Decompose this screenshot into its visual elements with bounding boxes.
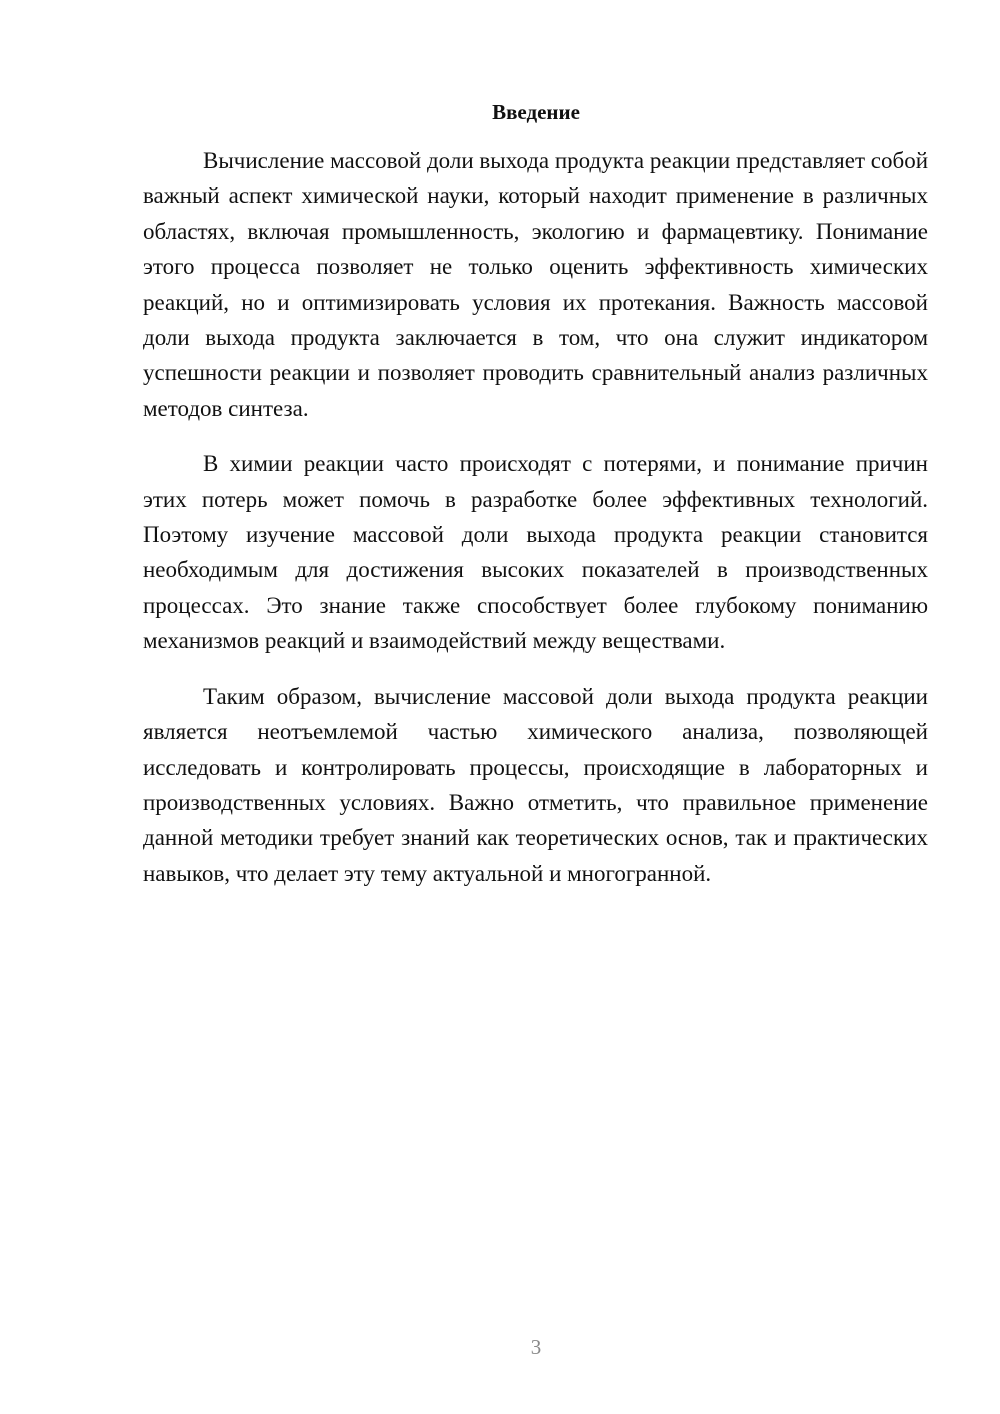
paragraph-1: Вычисление массовой доли выхода продукта реакции представляет собой важный аспект химической науки, который находит применение в различных областях, включая промышленность, экологию и фармацевтику. Понимание этого процесса позволяет не только оценить эффективность химических реакций, но и оптимизировать условия их протекания. Важность массовой доли выхода продукта заключается в том, что она служит индикатором успешности реакции и позволяет проводить сравнительный анализ различных методов синтеза. [143, 148, 928, 421]
page-title: Введение [492, 100, 580, 124]
page-number: 3 [530, 1335, 542, 1359]
document-body [143, 143, 928, 911]
paragraph-3: Таким образом, вычисление массовой доли выхода продукта реакции является неотъемлемой частью химического анализа, позволяющей исследовать и контролировать процессы, происходящие в лабораторных и производственных условиях. Важно отметить, что правильное применение данной методики требует знаний как теоретических основ, так и практических навыков, что делает эту тему актуальной и многогранной. [143, 683, 928, 886]
paragraph-2: В химии реакции часто происходят с потерями, и понимание причин этих потерь может помочь в разработке более эффективных технологий. Поэтому изучение массовой доли выхода продукта реакции становится необходимым для достижения высоких показателей в производственных процессах. Это знание также способствует более глубокому пониманию механизмов реакций и взаимодействий между веществами. [143, 451, 928, 654]
